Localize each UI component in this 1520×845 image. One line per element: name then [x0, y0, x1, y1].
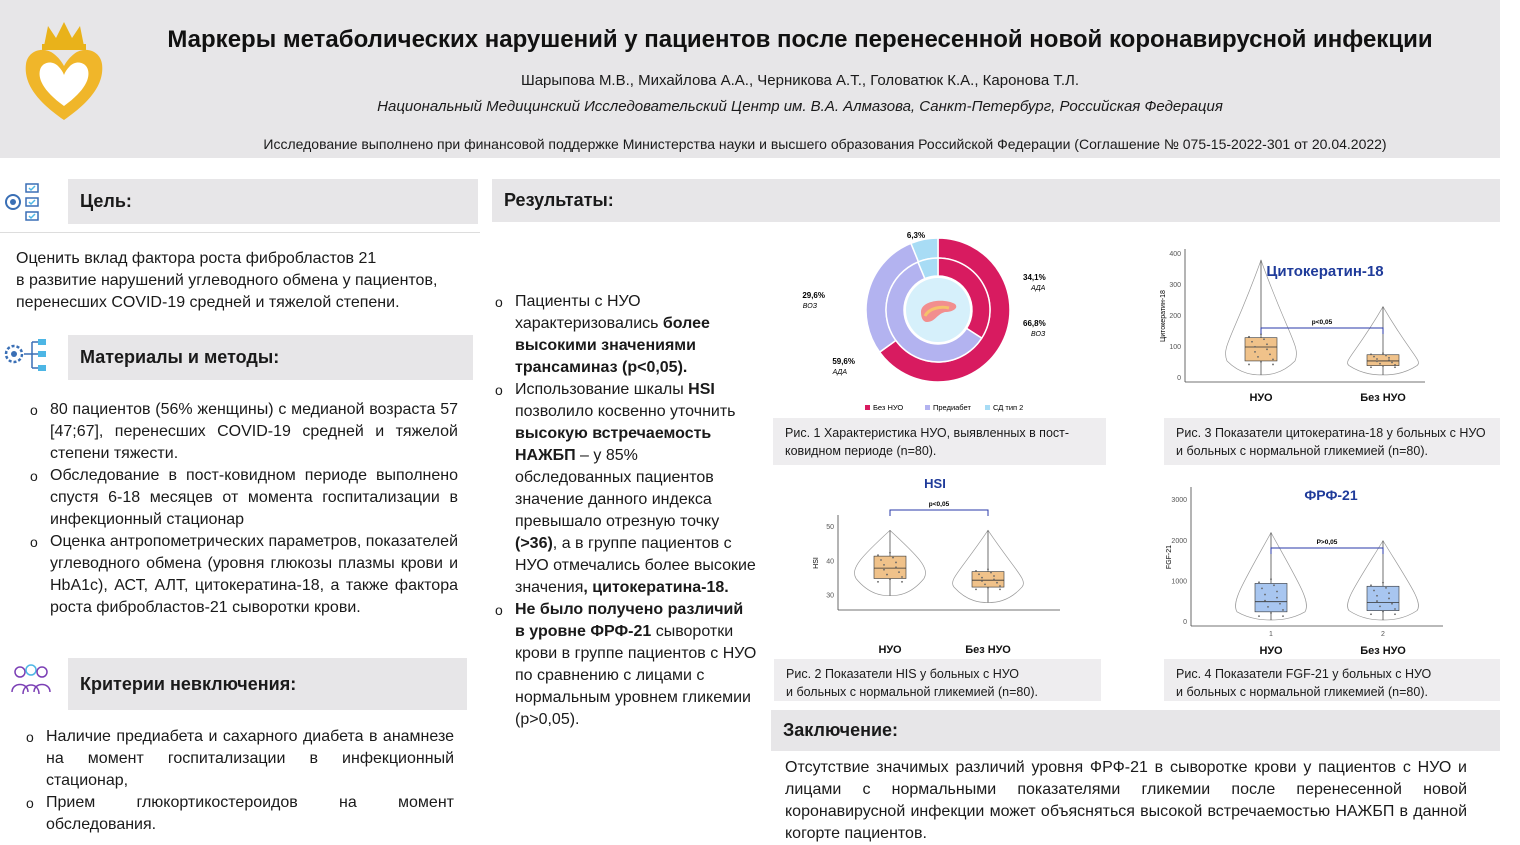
group-label: Без НУО — [1360, 645, 1406, 657]
y-tick-label: 0 — [1183, 619, 1187, 626]
group-label: НУО — [878, 644, 902, 656]
data-point — [1373, 590, 1375, 592]
divider — [0, 232, 480, 233]
caption-line: и больных с нормальной гликемией (n=80). — [786, 685, 1038, 699]
data-point — [877, 554, 879, 556]
data-point — [1373, 356, 1375, 358]
data-point — [1394, 608, 1396, 610]
target-checklist-icon — [4, 180, 44, 224]
data-point — [889, 552, 891, 554]
fig2-caption — [774, 659, 1101, 701]
data-point — [1370, 353, 1372, 355]
list-item: o Пациенты с НУО характеризовались более высокими значениями трансаминаз (p<0,05). — [495, 291, 757, 379]
y-tick-label: 2000 — [1171, 537, 1187, 545]
data-point — [999, 589, 1001, 591]
slice-label: 66,8% — [1023, 319, 1046, 328]
box — [1367, 586, 1399, 610]
y-tick-label: 200 — [1169, 313, 1181, 320]
data-point — [1273, 584, 1275, 586]
legend-label: Без НУО — [873, 403, 904, 412]
y-tick-label: 30 — [826, 592, 834, 600]
data-point — [1385, 355, 1387, 357]
results-list — [495, 291, 757, 731]
slice-sublabel: ВОЗ — [1031, 331, 1046, 338]
cytokeratin-boxplot — [1160, 240, 1433, 412]
data-point — [1370, 366, 1372, 368]
data-point — [898, 571, 900, 573]
methods-heading: Материалы и методы: — [68, 335, 473, 380]
group-label: НУО — [1249, 392, 1273, 404]
significance-bracket — [890, 510, 988, 516]
data-point — [1276, 597, 1278, 599]
data-point — [1263, 338, 1265, 340]
donut-chart — [775, 228, 1105, 418]
data-point — [1269, 353, 1271, 355]
p-value-label: P>0,05 — [1316, 539, 1338, 546]
x-tick-label: 1 — [1269, 631, 1273, 638]
data-point — [1272, 359, 1274, 361]
data-point — [1257, 356, 1259, 358]
data-point — [1261, 587, 1263, 589]
list-item: o Обследование в пост-ковидном периоде выполнено спустя 6-18 месяцев от момента госпитализации в инфекционный стационар — [30, 465, 458, 531]
methods-list — [30, 399, 458, 619]
data-point — [1388, 592, 1390, 594]
data-point — [1382, 611, 1384, 613]
data-point — [1382, 582, 1384, 584]
y-tick-label: 300 — [1169, 282, 1181, 289]
data-point — [1270, 578, 1272, 580]
fgf21-boxplot — [1163, 482, 1453, 658]
x-tick-label: 2 — [1381, 631, 1385, 638]
y-tick-label: 1000 — [1171, 578, 1187, 586]
data-point — [1379, 605, 1381, 607]
data-point — [1264, 594, 1266, 596]
slice-sublabel: АДА — [832, 369, 847, 376]
data-point — [1394, 613, 1396, 615]
box — [1255, 583, 1287, 611]
conclusion-text: Отсутствие значимых различий уровня ФРФ-21 в сыворотке крови у пациентов с НУО и лицами с нормальными показателями гликемии после перенесенной новой коронавирусной инфекции может объясняться высокой встречаемостью НАЖБП в данной когорте пациентов. — [785, 759, 1467, 842]
data-point — [987, 568, 989, 570]
box — [972, 572, 1004, 587]
legend-swatch — [985, 405, 990, 410]
y-tick-label: 0 — [1177, 375, 1181, 382]
data-point — [1276, 591, 1278, 593]
goal-line: в развитие нарушений углеводного обмена у пациентов, — [16, 272, 438, 289]
hsi-boxplot — [810, 472, 1070, 658]
list-item: o Прием глюкортикостероидов на момент обследования. — [26, 792, 454, 836]
data-point — [1376, 360, 1378, 362]
data-point — [975, 589, 977, 591]
group-label: Без НУО — [965, 644, 1011, 656]
box — [1367, 355, 1399, 366]
data-point — [895, 566, 897, 568]
data-point — [1266, 343, 1268, 345]
y-axis-label: HSI — [813, 557, 820, 569]
funding-note: Исследование выполнено при финансовой поддержке Министерства науки и высшего образования Российской Федерации (Соглашение № 075-15-2022-301 от 20.04.2022) — [263, 136, 1387, 152]
data-point — [1282, 609, 1284, 611]
chart-title: ФРФ-21 — [1304, 487, 1358, 503]
data-point — [1388, 598, 1390, 600]
data-point — [886, 574, 888, 576]
goal-line: Оценить вклад фактора роста фибробластов 21 — [16, 250, 377, 267]
data-point — [1370, 613, 1372, 615]
data-point — [981, 580, 983, 582]
caption-line: Рис. 2 Показатели HIS у больных с НУО — [786, 667, 1019, 681]
y-tick-label: 50 — [826, 523, 834, 531]
data-point — [883, 564, 885, 566]
data-point — [1379, 363, 1381, 365]
data-point — [1251, 341, 1253, 343]
chart-title: Цитокератин-18 — [1266, 263, 1384, 280]
data-point — [1279, 603, 1281, 605]
data-point — [1272, 364, 1274, 366]
box — [1245, 338, 1277, 361]
data-point — [1394, 366, 1396, 368]
list-item: o Оценка антропометрических параметров, показателей углеводного обмена (уровня глюкозы плазмы крови и HbA1c), АСТ, АЛТ, цитокератина-18, а также фактора роста фибробластов-21 сыворотки крови. — [30, 531, 458, 619]
legend-swatch — [865, 405, 870, 410]
slice-sublabel: ВОЗ — [802, 303, 817, 310]
slice-label: 59,6% — [832, 357, 855, 366]
group-label: НУО — [1259, 645, 1283, 657]
y-tick-label: 40 — [826, 558, 834, 566]
legend-label: Предиабет — [933, 403, 971, 412]
heart-crown-logo — [22, 20, 106, 124]
data-point — [1394, 364, 1396, 366]
data-point — [895, 562, 897, 564]
y-tick-label: 3000 — [1171, 497, 1187, 505]
list-item: o Наличие предиабета и сахарного диабета в анамнезе на момент госпитализации в инфекционный стационар, — [26, 726, 454, 792]
slice-label: 34,1% — [1023, 273, 1046, 282]
data-point — [990, 572, 992, 574]
list-item: o 80 пациентов (56% женщины) с медианой возраста 57 [47;67], перенесших COVID-19 средней и тяжелой степени тяжести. — [30, 399, 458, 465]
data-point — [1260, 361, 1262, 363]
fig3-caption — [1164, 418, 1500, 465]
data-point — [901, 576, 903, 578]
fig4-caption — [1164, 659, 1500, 701]
data-point — [1391, 362, 1393, 364]
data-point — [987, 587, 989, 589]
data-point — [978, 573, 980, 575]
data-point — [981, 577, 983, 579]
data-point — [889, 579, 891, 581]
data-point — [1267, 606, 1269, 608]
data-point — [1254, 351, 1256, 353]
y-tick-label: 400 — [1169, 251, 1181, 258]
data-point — [901, 581, 903, 583]
goal-heading: Цель: — [68, 179, 478, 224]
data-point — [1270, 612, 1272, 614]
data-point — [1258, 615, 1260, 617]
group-label: Без НУО — [1360, 392, 1406, 404]
slice-label: 6,3% — [906, 231, 926, 240]
significance-bracket — [1271, 548, 1383, 554]
data-point — [1282, 615, 1284, 617]
significance-bracket — [1261, 328, 1383, 334]
data-point — [1258, 581, 1260, 583]
goal-line: перенесших COVID-19 средней и тяжелой степени. — [16, 294, 400, 311]
data-point — [1376, 358, 1378, 360]
data-point — [877, 581, 879, 583]
data-point — [880, 559, 882, 561]
legend-swatch — [925, 405, 930, 410]
list-item: o Не было получено различий в уровне ФРФ-21 сыворотки крови в группе пациентов с НУО по сравнению с лицами с нормальным уровнем гликемии (p>0,05). — [495, 599, 757, 731]
data-point — [1385, 587, 1387, 589]
y-axis-label: Цитокератин-18 — [1160, 290, 1167, 342]
data-point — [1370, 584, 1372, 586]
goal-text — [16, 248, 486, 314]
data-point — [1266, 348, 1268, 350]
results-heading: Результаты: — [492, 179, 1500, 222]
data-point — [996, 582, 998, 584]
y-tick-label: 100 — [1169, 344, 1181, 351]
gear-network-icon — [2, 334, 48, 378]
data-point — [883, 569, 885, 571]
legend-label: СД тип 2 — [993, 403, 1024, 412]
caption-line: Рис. 4 Показатели FGF-21 у больных с НУО — [1176, 667, 1432, 681]
conclusion-heading: Заключение: — [771, 710, 1500, 751]
poster-title: Маркеры метаболических нарушений у пациентов после перенесенной новой коронавирусной инфекции — [167, 26, 1433, 53]
data-point — [1264, 600, 1266, 602]
affiliation: Национальный Медицинский Исследовательский Центр им. В.А. Алмазова, Санкт-Петербург, Российская Федерация — [377, 98, 1223, 115]
data-point — [1376, 600, 1378, 602]
data-point — [1391, 603, 1393, 605]
data-point — [1382, 352, 1384, 354]
p-value-label: p<0,05 — [928, 501, 950, 508]
data-point — [999, 585, 1001, 587]
chart-title: HSI — [924, 476, 946, 491]
caption-line: и больных с нормальной гликемией (n=80). — [1176, 685, 1428, 699]
authors: Шарыпова М.В., Михайлова А.А., Черникова А.Т., Головатюк К.А., Каронова Т.Л. — [520, 72, 1080, 89]
box — [874, 556, 906, 578]
data-point — [984, 583, 986, 585]
p-value-label: p<0,05 — [1311, 319, 1333, 326]
people-group-icon — [8, 662, 54, 702]
data-point — [1388, 357, 1390, 359]
fig1-caption: Рис. 1 Характеристика НУО, выявленных в пост-ковидном периоде (n=80). — [773, 418, 1106, 465]
data-point — [1376, 595, 1378, 597]
data-point — [1254, 346, 1256, 348]
data-point — [975, 570, 977, 572]
caption-line: и больных с нормальной гликемией (n=80). — [1176, 444, 1428, 458]
data-point — [1388, 359, 1390, 361]
data-point — [1248, 336, 1250, 338]
y-axis-label: FGF-21 — [1166, 544, 1173, 570]
data-point — [1382, 365, 1384, 367]
exclusion-list — [26, 726, 454, 836]
list-item: o Использование шкалы HSI позволило косвенно уточнить высокую встречаемость НАЖБП – у 85% обследованных пациентов значение данного индекса превышало отрезную точку (>36), а в группе пациентов с НУО отмечались более высокие значения, цитокератина-18. — [495, 379, 757, 599]
data-point — [892, 557, 894, 559]
caption-line: Рис. 3 Показатели цитокератина-18 у больных с НУО — [1176, 426, 1486, 440]
exclusion-heading: Критерии невключения: — [68, 658, 467, 710]
data-point — [993, 578, 995, 580]
data-point — [1248, 364, 1250, 366]
slice-sublabel: АДА — [1031, 285, 1046, 292]
data-point — [993, 575, 995, 577]
slice-label: 29,6% — [802, 291, 825, 300]
